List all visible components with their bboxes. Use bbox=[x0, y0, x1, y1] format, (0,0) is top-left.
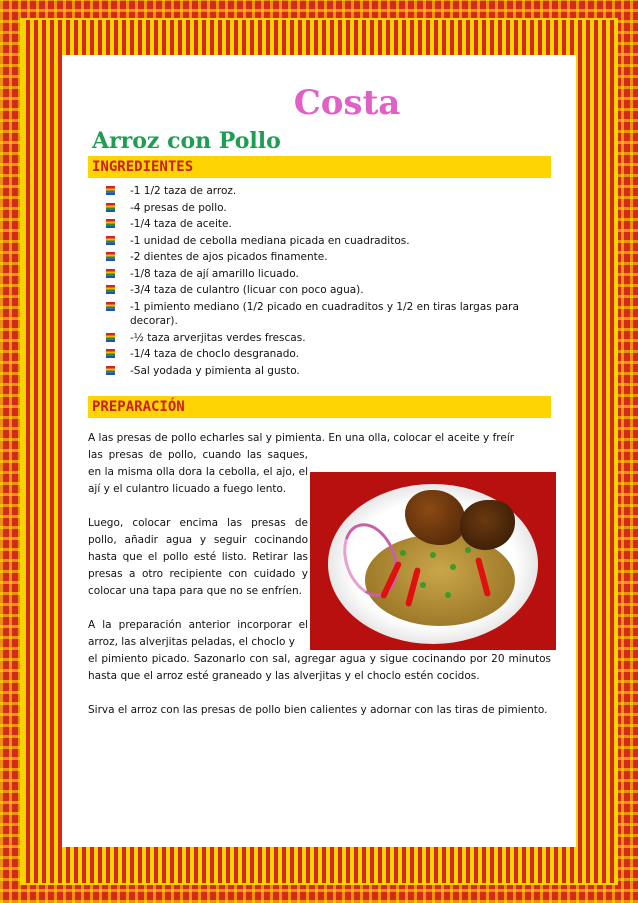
pencil-bullet-icon bbox=[106, 302, 115, 311]
recipe-title: Arroz con Pollo bbox=[92, 128, 281, 154]
ingredient-text: -2 dientes de ajos picados finamente. bbox=[130, 251, 328, 263]
prep-paragraph-3-wrap: A la preparación anterior incorporar el arroz, las alverjitas peladas, el choclo y bbox=[88, 619, 308, 648]
ingredient-text: -1 pimiento mediano (1/2 picado en cuadraditos y 1/2 en tiras largas para decorar). bbox=[130, 300, 519, 327]
prep-paragraph-3-line: el pimiento picado. Sazonarlo con sal, agregar agua y sigue cocinando por 20 minutos hasta que el arroz esté graneado y las alverjitas y el choclo estén cocidos. bbox=[88, 653, 551, 682]
ingredient-item bbox=[100, 347, 551, 362]
pea bbox=[430, 552, 436, 558]
pea bbox=[400, 550, 406, 556]
preparation-heading: PREPARACIÓN bbox=[88, 396, 551, 418]
ingredient-text: -1/4 taza de choclo desgranado. bbox=[130, 348, 299, 360]
ingredient-text: -Sal yodada y pimienta al gusto. bbox=[130, 364, 300, 377]
pencil-bullet-icon bbox=[106, 333, 115, 342]
pencil-bullet-icon bbox=[106, 349, 115, 358]
pencil-bullet-icon bbox=[106, 219, 115, 228]
ingredient-item bbox=[100, 234, 551, 249]
pencil-bullet-icon bbox=[106, 186, 115, 195]
pencil-bullet-icon bbox=[106, 252, 115, 261]
pencil-bullet-icon bbox=[106, 203, 115, 212]
ingredient-text: -1/8 taza de ají amarillo licuado. bbox=[130, 267, 299, 280]
ingredient-text: -4 presas de pollo. bbox=[130, 201, 227, 214]
ingredient-item bbox=[100, 283, 551, 298]
ingredient-item bbox=[100, 217, 551, 232]
pea bbox=[445, 592, 451, 598]
ingredient-text: -½ taza arverjitas verdes frescas. bbox=[130, 331, 306, 344]
ingredient-item bbox=[100, 250, 551, 265]
ingredient-text: -3/4 taza de culantro (licuar con poco agua). bbox=[130, 284, 364, 296]
ingredient-item bbox=[100, 364, 551, 379]
prep-paragraph-4: Sirva el arroz con las presas de pollo bien calientes y adornar con las tiras de pimiento. bbox=[88, 704, 548, 716]
pea bbox=[465, 547, 471, 553]
pencil-bullet-icon bbox=[106, 285, 115, 294]
pencil-bullet-icon bbox=[106, 366, 115, 375]
page-title: Costa bbox=[293, 83, 401, 123]
prep-paragraph-1-line: A las presas de pollo echarles sal y pimienta. En una olla, colocar el aceite y freír bbox=[88, 432, 515, 444]
ingredient-text: -1 1/2 taza de arroz. bbox=[130, 185, 237, 197]
pea bbox=[420, 582, 426, 588]
ingredient-item bbox=[100, 201, 551, 216]
ingredient-item bbox=[100, 331, 551, 346]
ingredients-heading: INGREDIENTES bbox=[88, 156, 551, 178]
prep-paragraph-2: Luego, colocar encima las presas de pollo, añadir agua y seguir cocinando hasta que el pollo esté listo. Retirar las presas a otro recipiente con cuidado y colocar una tapa para que no se enfríen. bbox=[88, 517, 308, 597]
ingredients-list bbox=[88, 184, 551, 378]
ingredient-item bbox=[100, 267, 551, 282]
ingredient-item bbox=[100, 300, 551, 329]
pea bbox=[450, 564, 456, 570]
ingredient-text: -1 unidad de cebolla mediana picada en cuadraditos. bbox=[130, 234, 410, 247]
ingredient-item bbox=[100, 184, 551, 199]
prep-paragraph-1-wrap: las presas de pollo, cuando las saques, en la misma olla dora la cebolla, el ajo, el ají y el culantro licuado a fuego lento. bbox=[88, 449, 308, 495]
arroz-con-pollo-photo bbox=[310, 472, 556, 650]
ingredient-text: -1/4 taza de aceite. bbox=[130, 218, 232, 230]
pencil-bullet-icon bbox=[106, 269, 115, 278]
pencil-bullet-icon bbox=[106, 236, 115, 245]
